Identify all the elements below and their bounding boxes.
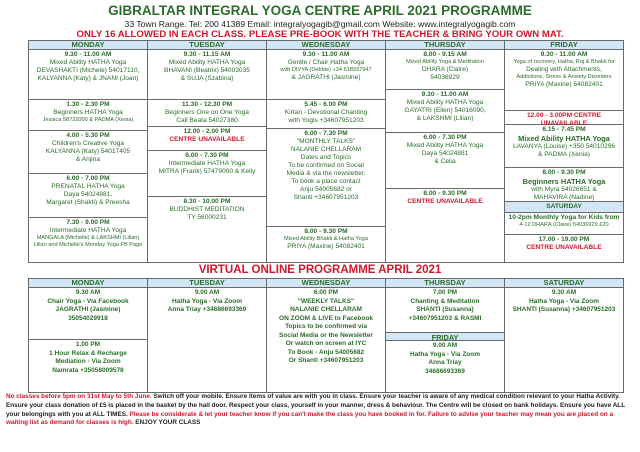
- tuesday-column: [148, 50, 267, 263]
- session-block: [29, 100, 147, 131]
- session-detail: 35054029918: [68, 314, 108, 322]
- session-block: [29, 174, 147, 218]
- session-block: [505, 111, 623, 125]
- session-detail: Anju 54005682 or: [299, 186, 353, 193]
- session-detail: SHANTI (Susanna): [416, 306, 474, 313]
- session-time: 12.00 - 3.00PM CENTRE UNAVAILABLE: [526, 112, 602, 127]
- online-day-header-wednesday: WEDNESDAY: [267, 279, 386, 288]
- online-session-block: [29, 288, 147, 340]
- session-block: [267, 50, 385, 100]
- session-detail: DHARA (Claire): [421, 66, 469, 73]
- session-detail: Beginners HATHA Yoga: [522, 177, 606, 186]
- session-block: [29, 218, 147, 262]
- session-detail: DEVASHAKTI (Michele) 54017110,: [36, 67, 140, 74]
- session-detail: Anna Triay +34686693369: [167, 306, 247, 313]
- online-programme-title: VIRTUAL ONLINE PROGRAMME APRIL 2021: [198, 264, 442, 276]
- session-detail: NALANIE CHELLARAM: [290, 146, 362, 153]
- session-detail: BUDDHIST MEDITATION: [169, 206, 245, 213]
- session-detail: Hatha Yoga - Via Zoom: [409, 350, 481, 358]
- session-detail: +34607951203 & RASMI: [408, 314, 482, 322]
- session-detail: & PADMA (Xenia): [538, 151, 590, 158]
- footer-class-rules: Switch off your mobile. Ensure items of value are with you in class. Ensure your teacher is aware of any medical condition relevant to your Hatha Activity. Ensure your class donation of £5 is placed in the basket by the hall door. Respect your class, yourself in your manner, dress & behaviour. The Centre will be closed on bank holidays. Ensure you have ALL your belongings with you at ALL TIMES.: [6, 393, 625, 418]
- session-detail: Mixed Ability Bhakti & Hatha Yoga: [284, 236, 368, 242]
- session-detail: CENTRE UNAVAILABLE: [407, 198, 483, 205]
- contact-line: 33 Town Range. Tel: 200 41389 Email: integralyogagib@gmail.com Website: www.integralyogagib.com: [124, 19, 516, 29]
- session-detail: Call Beata 54027380: [176, 117, 238, 124]
- session-block: [148, 197, 266, 236]
- session-detail: Dates and Topics: [300, 154, 352, 161]
- session-time: 1.00 PM: [75, 341, 101, 348]
- wednesday-column: [267, 50, 386, 263]
- day-header-monday: MONDAY: [29, 41, 148, 50]
- session-detail: Yoga of recovery, Hatha, Raj & Bhakti for: [513, 59, 615, 65]
- online-monday-column: [29, 288, 148, 393]
- session-detail: CENTRE UNAVAILABLE: [169, 136, 245, 143]
- session-detail: Mixed Ability HATHA Yoga: [168, 59, 246, 66]
- session-detail: Mixed Ability Yoga & Meditation: [406, 59, 484, 65]
- session-detail: MAHAVIRA (Nadine): [533, 194, 595, 201]
- session-detail: ON ZOOM & LIVE to Facebook: [279, 314, 373, 322]
- session-time: 6.00 - 7.00 PM: [66, 175, 110, 182]
- session-block: [386, 90, 504, 133]
- session-detail: PRENATAL HATHA Yoga: [51, 183, 125, 190]
- session-block: [267, 100, 385, 129]
- session-detail: Namrata +35058009578: [52, 366, 124, 374]
- session-time: 10-2pm Monthly Yoga for Kids from: [508, 214, 620, 221]
- session-detail: NALANIE CHELLARAM: [290, 306, 362, 313]
- session-time: 6.00 - 7.30 PM: [304, 130, 348, 137]
- session-time: 9.30 AM: [551, 289, 577, 296]
- session-time: SATURDAY: [546, 203, 582, 210]
- online-timetable: [28, 278, 624, 393]
- online-session-block: [267, 288, 385, 366]
- session-block: [505, 168, 623, 202]
- session-detail: & SUJA (Szabina): [180, 75, 234, 82]
- session-time: 6.00 - 7.30 PM: [423, 134, 467, 141]
- session-detail: Addictions, Stress & Anxiety Disorders: [516, 74, 612, 80]
- session-time: 9.30 - 11.00 AM: [64, 51, 112, 58]
- session-time: 8.00 - 9.30 PM: [542, 169, 586, 176]
- session-time: 6.00 PM: [313, 289, 339, 296]
- session-detail: Jessica 58722000 & PADMA (Xenia): [42, 117, 134, 123]
- session-detail: To book a place contact: [291, 178, 361, 185]
- session-time: 8.00 - 9.30 PM: [304, 228, 348, 235]
- session-time: 5.45 - 6.00 PM: [304, 101, 348, 108]
- online-day-header-tuesday: TUESDAY: [148, 279, 267, 288]
- session-time: 8.00 - 9.15 AM: [423, 51, 467, 58]
- session-block: [505, 50, 623, 111]
- footer-rules: [6, 393, 636, 428]
- session-detail: Mixed Ability HATHA Yoga: [518, 134, 610, 143]
- session-detail: 4-12 DHARA (Claire) 54036929 £20: [519, 222, 609, 228]
- session-detail: Or watch on screen at IYC: [285, 340, 367, 347]
- session-time: 9.00 AM: [194, 289, 220, 296]
- day-header-tuesday: TUESDAY: [148, 41, 267, 50]
- session-detail: GAYATRI (Ellen) 54016090,: [404, 107, 486, 114]
- online-session-block: [386, 288, 504, 332]
- session-detail: 54036929: [430, 74, 460, 81]
- in-person-timetable: [28, 40, 624, 263]
- session-detail: Mediation - Via Zoom: [55, 358, 121, 365]
- friday-column: [505, 50, 624, 263]
- day-header-friday: FRIDAY: [505, 41, 624, 50]
- session-time: 9.30 - 11.00 AM: [421, 91, 469, 98]
- online-day-header-monday: MONDAY: [29, 279, 148, 288]
- session-detail: Dealing with Attachments,: [526, 66, 602, 73]
- session-detail: TY 56000231: [187, 214, 227, 221]
- session-block: [148, 100, 266, 127]
- session-detail: Hatha Yoga - Via Zoom: [171, 297, 243, 305]
- session-detail: BHAVANI (Beatrix) 54003035: [164, 67, 250, 74]
- session-detail: 1 Hour Relax & Recharge: [49, 349, 127, 357]
- session-detail: JAGRATHI (Jasmine): [55, 306, 121, 313]
- session-detail: To Book - Anju 54005682: [287, 348, 365, 356]
- session-detail: Lilian and Michelle's Monday Yoga FB Page: [33, 242, 143, 248]
- session-detail: Beginners One on One Yoga: [165, 109, 249, 116]
- session-detail: To be confirmed on Social: [288, 162, 364, 169]
- session-detail: Media & via the newsletter.: [286, 170, 366, 177]
- session-detail: MANGALA (Michelle) & LAKSHMI (Lilian): [36, 235, 140, 241]
- session-detail: Social Media or the Newsletter: [279, 331, 373, 339]
- session-detail: Chair Yoga - Via Facebook: [47, 297, 129, 305]
- session-detail: Margaret (Shakti) & Preesha: [46, 199, 130, 206]
- session-time: 11.30 - 12.30 PM: [181, 101, 233, 108]
- session-block: [386, 50, 504, 90]
- session-detail: Anna Triay: [428, 359, 462, 366]
- session-detail: PRIYA (Maxine) 54082401: [287, 243, 365, 250]
- session-time: 1.30 - 2.30 PM: [66, 101, 110, 108]
- session-detail: Beginners HATHA Yoga: [53, 109, 123, 116]
- session-block: [505, 213, 623, 235]
- session-detail: Shanti +34607951203: [293, 194, 359, 201]
- session-detail: Children's Creative Yoga: [51, 140, 124, 147]
- session-block: [29, 50, 147, 100]
- saturday-subheader: [505, 202, 623, 213]
- session-time: 12.00 - 2.00 PM: [183, 128, 231, 135]
- session-time: 8.00 - 9.30 PM: [423, 190, 467, 197]
- session-block: [267, 129, 385, 227]
- session-block: [29, 131, 147, 174]
- session-block: [386, 133, 504, 189]
- session-detail: PRIYA (Maxine) 54082401: [525, 81, 603, 88]
- session-detail: & Anjina: [75, 156, 101, 163]
- online-day-header-saturday: SATURDAY: [505, 279, 624, 288]
- session-time: 17.00 - 19.00 PM: [538, 236, 590, 243]
- online-wednesday-column: [267, 288, 386, 393]
- footer-sign-off: ENJOY YOUR CLASS: [133, 419, 201, 427]
- session-detail: Gentle / Chair Hatha Yoga: [287, 59, 365, 66]
- online-thursday-column: [386, 288, 505, 393]
- session-detail: MITRA (Frank) 57479000 & Kelly: [158, 168, 256, 175]
- online-session-block: [148, 288, 266, 315]
- session-detail: KALYANNA (Katy) & JNANI (Joan): [37, 75, 139, 82]
- online-friday-subheader: FRIDAY: [386, 332, 504, 341]
- session-detail: Topics to be confirmed via: [285, 323, 367, 330]
- session-detail: Intermediate HATHA Yoga: [49, 227, 127, 234]
- session-time: 9.30 - 11.00 AM: [540, 51, 588, 58]
- session-time: 4.00 - 5.30 PM: [66, 132, 110, 139]
- booking-notice: ONLY 16 ALLOWED IN EACH CLASS. PLEASE PRE-BOOK WITH THE TEACHER & BRING YOUR OWN MAT.: [76, 29, 564, 40]
- session-detail: Mixed Ability HATHA Yoga: [406, 99, 484, 106]
- session-block: [386, 189, 504, 226]
- session-block: [148, 50, 266, 100]
- session-time: 7.30 - 9.00 PM: [66, 219, 110, 226]
- footer-consideration-note: Please be considerate & let your teacher know if you can't make the class you have booked in for. Failure to advise your teacher may mean you are placed on a waiting list as demand for classes is high.: [6, 410, 614, 427]
- online-tuesday-column: [148, 288, 267, 393]
- session-detail: Mixed Ability HATHA Yoga: [49, 59, 127, 66]
- session-block: [505, 125, 623, 168]
- session-detail: "MONTHLY TALKS": [296, 138, 356, 145]
- session-detail: Kirtan - Devotional Chanting: [284, 109, 368, 116]
- online-session-block: [29, 340, 147, 392]
- session-block: [505, 235, 623, 262]
- session-detail: 34686693369: [425, 367, 465, 375]
- session-block: [148, 127, 266, 151]
- session-time: 6.00 - 7.30 PM: [185, 152, 229, 159]
- day-header-wednesday: WEDNESDAY: [267, 41, 386, 50]
- session-block: [148, 151, 266, 197]
- session-detail: LAVANYA (Louise) +350 54010296: [512, 143, 616, 150]
- online-saturday-column: [505, 288, 624, 393]
- session-detail: Daya 54024881: [421, 150, 469, 157]
- session-time: 7.00 PM: [432, 289, 458, 296]
- session-time: 9.30 - 11.00 AM: [302, 51, 350, 58]
- monday-column: [29, 50, 148, 263]
- session-detail: "WEEKLY TALKS": [297, 297, 355, 305]
- session-detail: Daya 54024881,: [63, 191, 113, 198]
- thursday-column: [386, 50, 505, 263]
- session-detail: Intermediate HATHA Yoga: [168, 160, 246, 167]
- session-detail: & LAKSHMI (Lilian): [416, 115, 474, 122]
- session-detail: with DIVYA (Debbie) +34 618937947: [280, 67, 372, 73]
- session-detail: CENTRE UNAVAILABLE: [526, 244, 602, 251]
- session-detail: with Yogis +34607951203: [288, 117, 364, 124]
- session-detail: & Celia: [434, 158, 456, 165]
- session-time: 6.15 - 7.45 PM: [542, 126, 586, 133]
- session-detail: Hatha Yoga - Via Zoom: [528, 297, 600, 305]
- session-detail: & JAGRATHI (Jasmine): [291, 74, 361, 81]
- session-detail: Or Shanti +34607951203: [288, 357, 364, 364]
- session-detail: KALYANNA (Katy) 54017405: [45, 148, 131, 155]
- session-time: 8.30 - 10.00 PM: [183, 198, 231, 205]
- online-session-block: [505, 288, 623, 315]
- session-time: 9.30 AM: [75, 289, 101, 296]
- session-time: 9.30 - 11.15 AM: [183, 51, 231, 58]
- day-header-thursday: THURSDAY: [386, 41, 505, 50]
- footer-closure-note: No classes before 5pm on 31st May to 5th June.: [6, 393, 152, 400]
- session-detail: with Myra 54026651 &: [531, 186, 597, 193]
- session-detail: Mixed Ability HATHA Yoga: [406, 142, 484, 149]
- session-detail: Chanting & Meditation: [410, 297, 480, 305]
- page-title: GIBRALTAR INTEGRAL YOGA CENTRE APRIL 2021 PROGRAMME: [108, 3, 532, 18]
- session-detail: SHANTI (Susanna) +34607951203: [512, 306, 616, 313]
- session-block: [267, 227, 385, 262]
- online-day-header-thursday: THURSDAY: [386, 279, 505, 288]
- online-session-block: [386, 341, 504, 376]
- session-time: 9.00 AM: [432, 342, 458, 349]
